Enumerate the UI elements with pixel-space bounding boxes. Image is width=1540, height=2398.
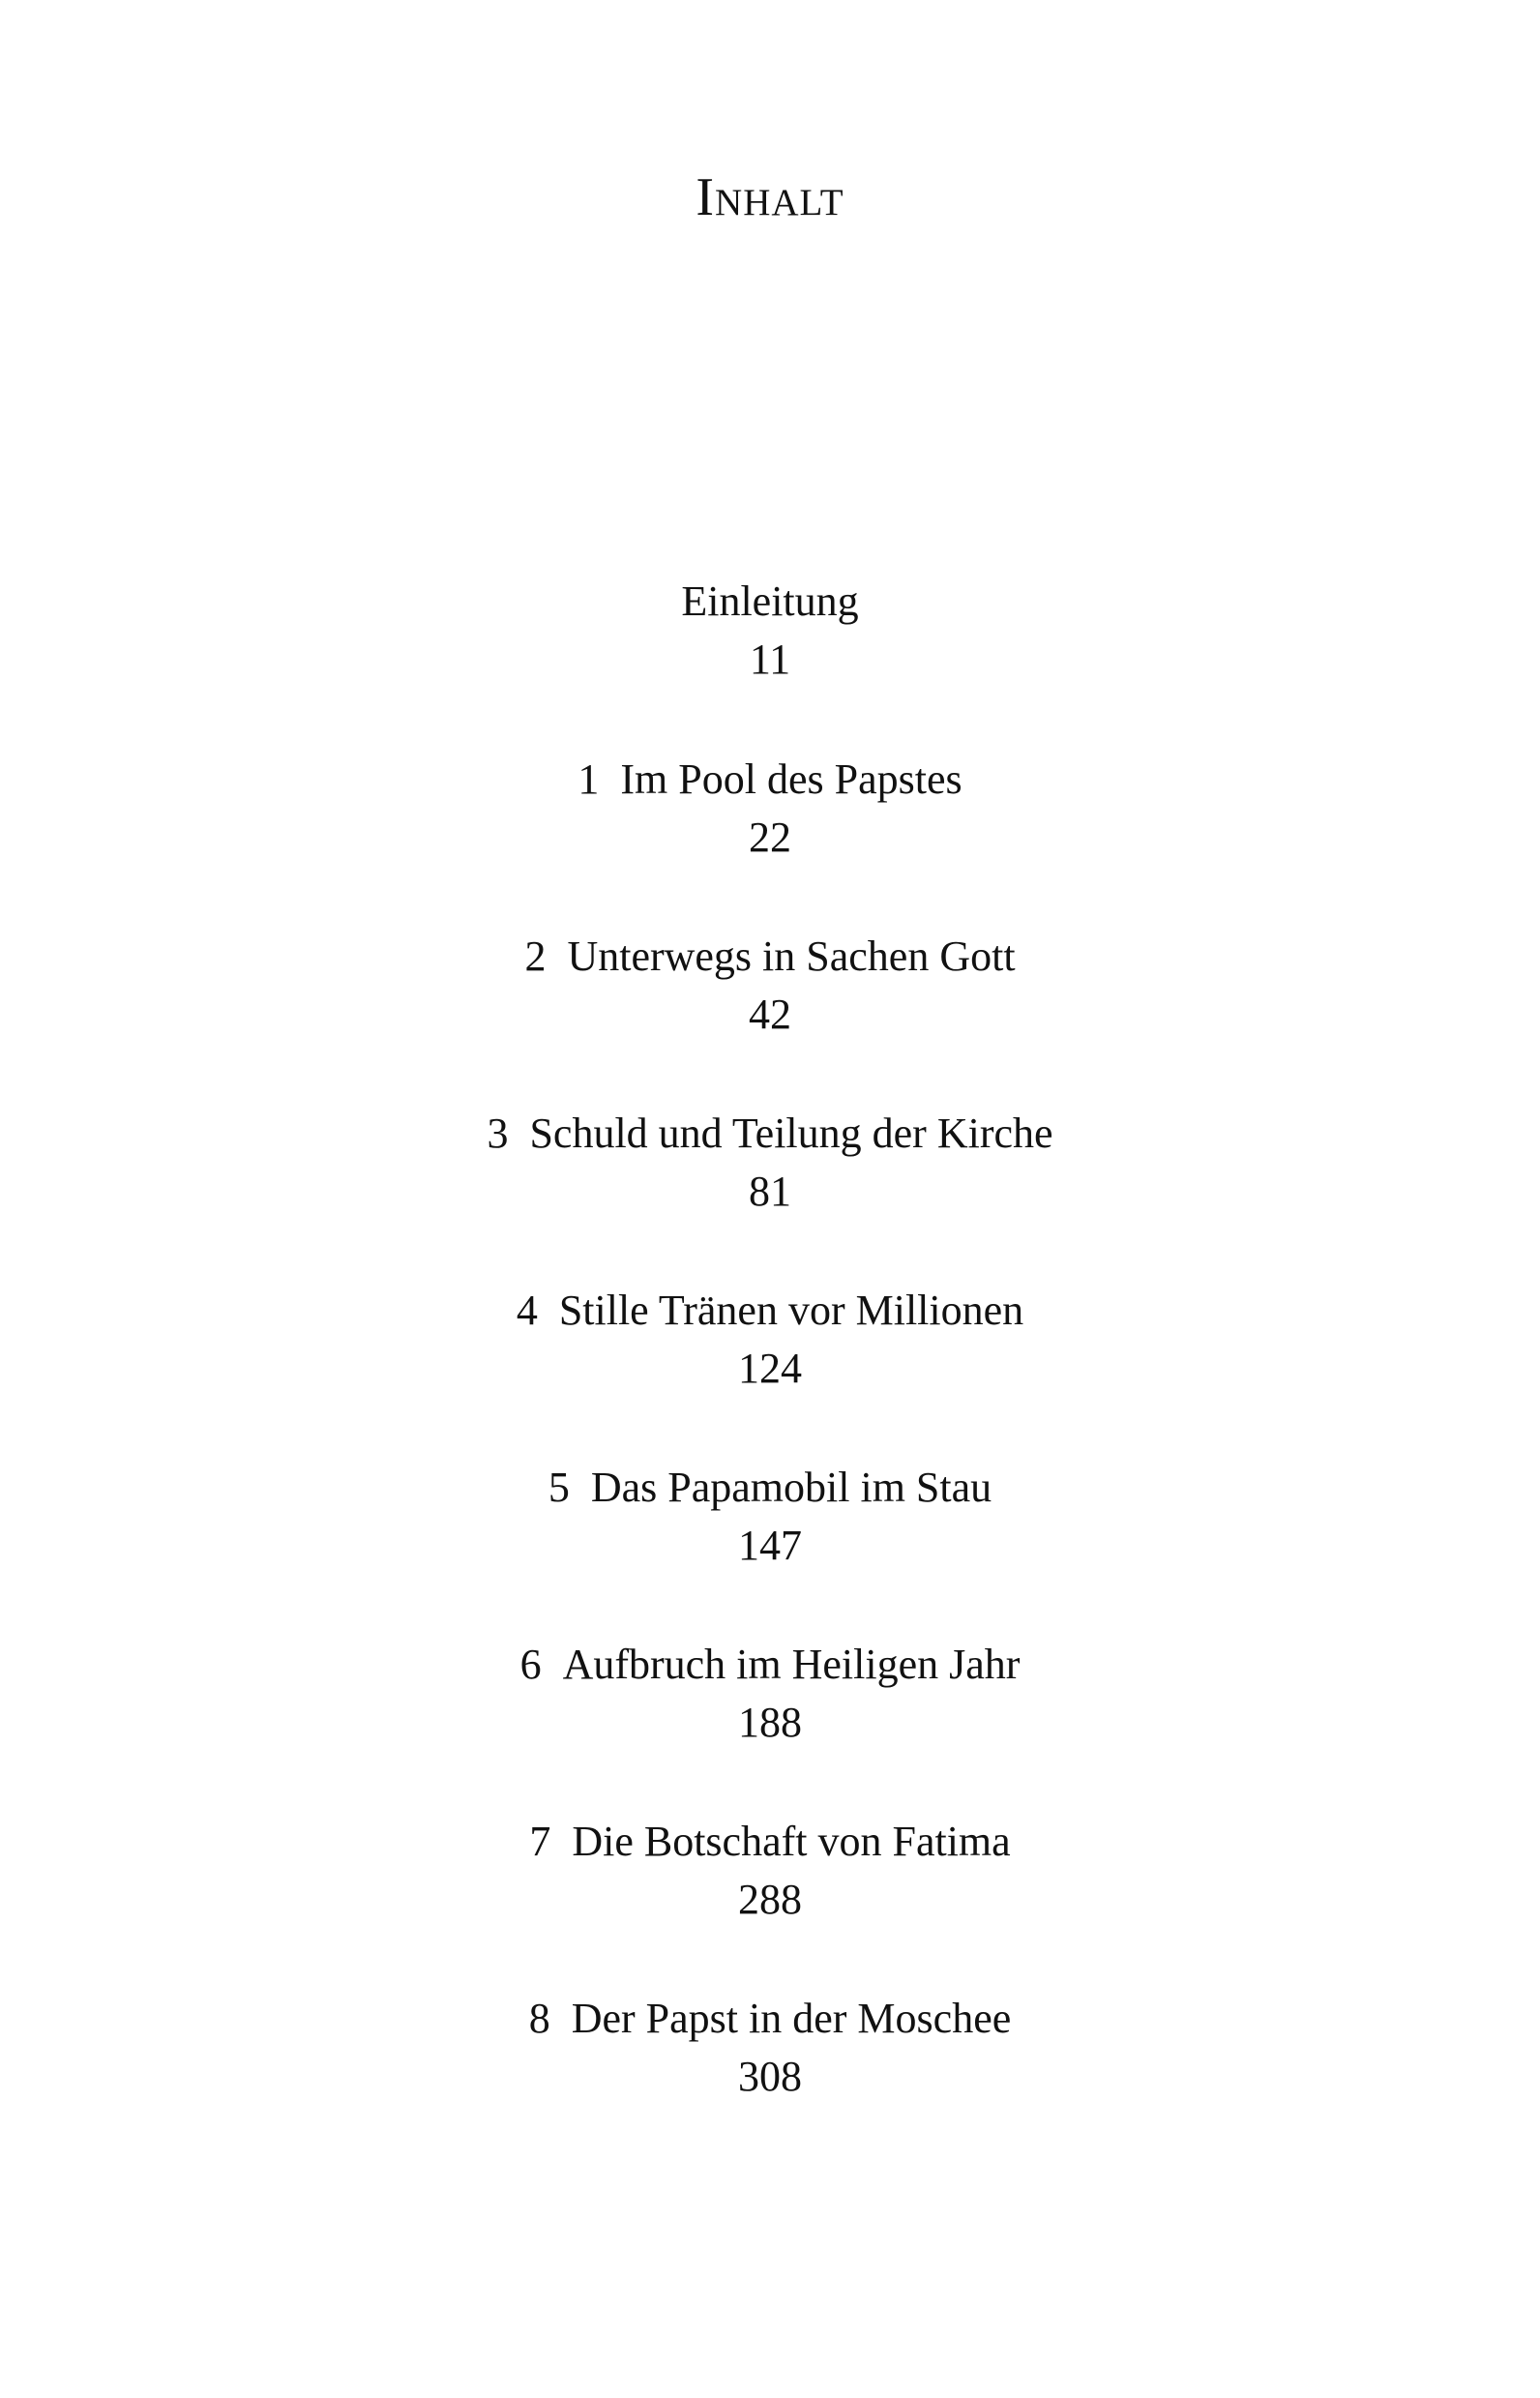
toc-entry-number: 5 [548,1464,570,1511]
toc-entry-chapter-4 [0,1282,1540,1398]
toc-entry-number: 2 [524,933,547,980]
page-title: Inhalt [696,167,844,227]
toc-entry-number: 4 [516,1287,538,1334]
toc-entry-heading [0,1636,1540,1694]
toc-entry-number: 1 [578,755,600,803]
toc-entry-label: Das Papamobil im Stau [590,1464,992,1511]
toc-entry-page: 147 [738,1522,802,1569]
toc-entry-label: Schuld und Teilung der Kirche [529,1110,1053,1157]
toc-entry-heading [0,1459,1540,1517]
toc-entry-label: Unterwegs in Sachen Gott [567,933,1016,980]
toc-entry-number: 6 [519,1641,542,1688]
toc-entry-chapter-8 [0,1990,1540,2106]
toc-entry-page: 188 [738,1699,802,1746]
toc-entry-number: 3 [487,1110,509,1157]
toc-entry-label: Einleitung [681,577,859,625]
toc-entry-chapter-7 [0,1813,1540,1929]
toc-entry-heading [0,928,1540,986]
toc-entry-label: Die Botschaft von Fatima [572,1818,1011,1865]
toc-entry-chapter-3 [0,1105,1540,1221]
toc-entry-page: 288 [738,1876,802,1923]
toc-entry-page: 308 [738,2053,802,2100]
toc-entry-heading [0,1813,1540,1871]
toc-entry-page: 11 [749,636,791,683]
toc-entry-label: Der Papst in der Moschee [571,1995,1012,2042]
toc-entry-label: Stille Tränen vor Millionen [558,1287,1024,1334]
toc-entry-heading [0,751,1540,809]
toc-entry-heading [0,1105,1540,1163]
toc-entry-number: 8 [528,1995,550,2042]
toc-entry-label: Aufbruch im Heiligen Jahr [562,1641,1021,1688]
toc-entry-page: 124 [738,1345,802,1392]
toc-entry-page: 42 [749,991,791,1038]
toc-entry-page: 22 [749,814,791,861]
toc-entry-heading [0,573,1540,631]
toc-entry-introduction [0,573,1540,689]
toc-entry-chapter-1 [0,751,1540,867]
toc-entry-page: 81 [749,1168,791,1215]
toc-entry-chapter-2 [0,928,1540,1044]
toc-entry-chapter-6 [0,1636,1540,1752]
toc-entry-heading [0,1990,1540,2048]
toc-entry-heading [0,1282,1540,1340]
toc-entry-chapter-5 [0,1459,1540,1575]
toc-entry-label: Im Pool des Papstes [620,755,962,803]
toc-entry-number: 7 [529,1818,551,1865]
